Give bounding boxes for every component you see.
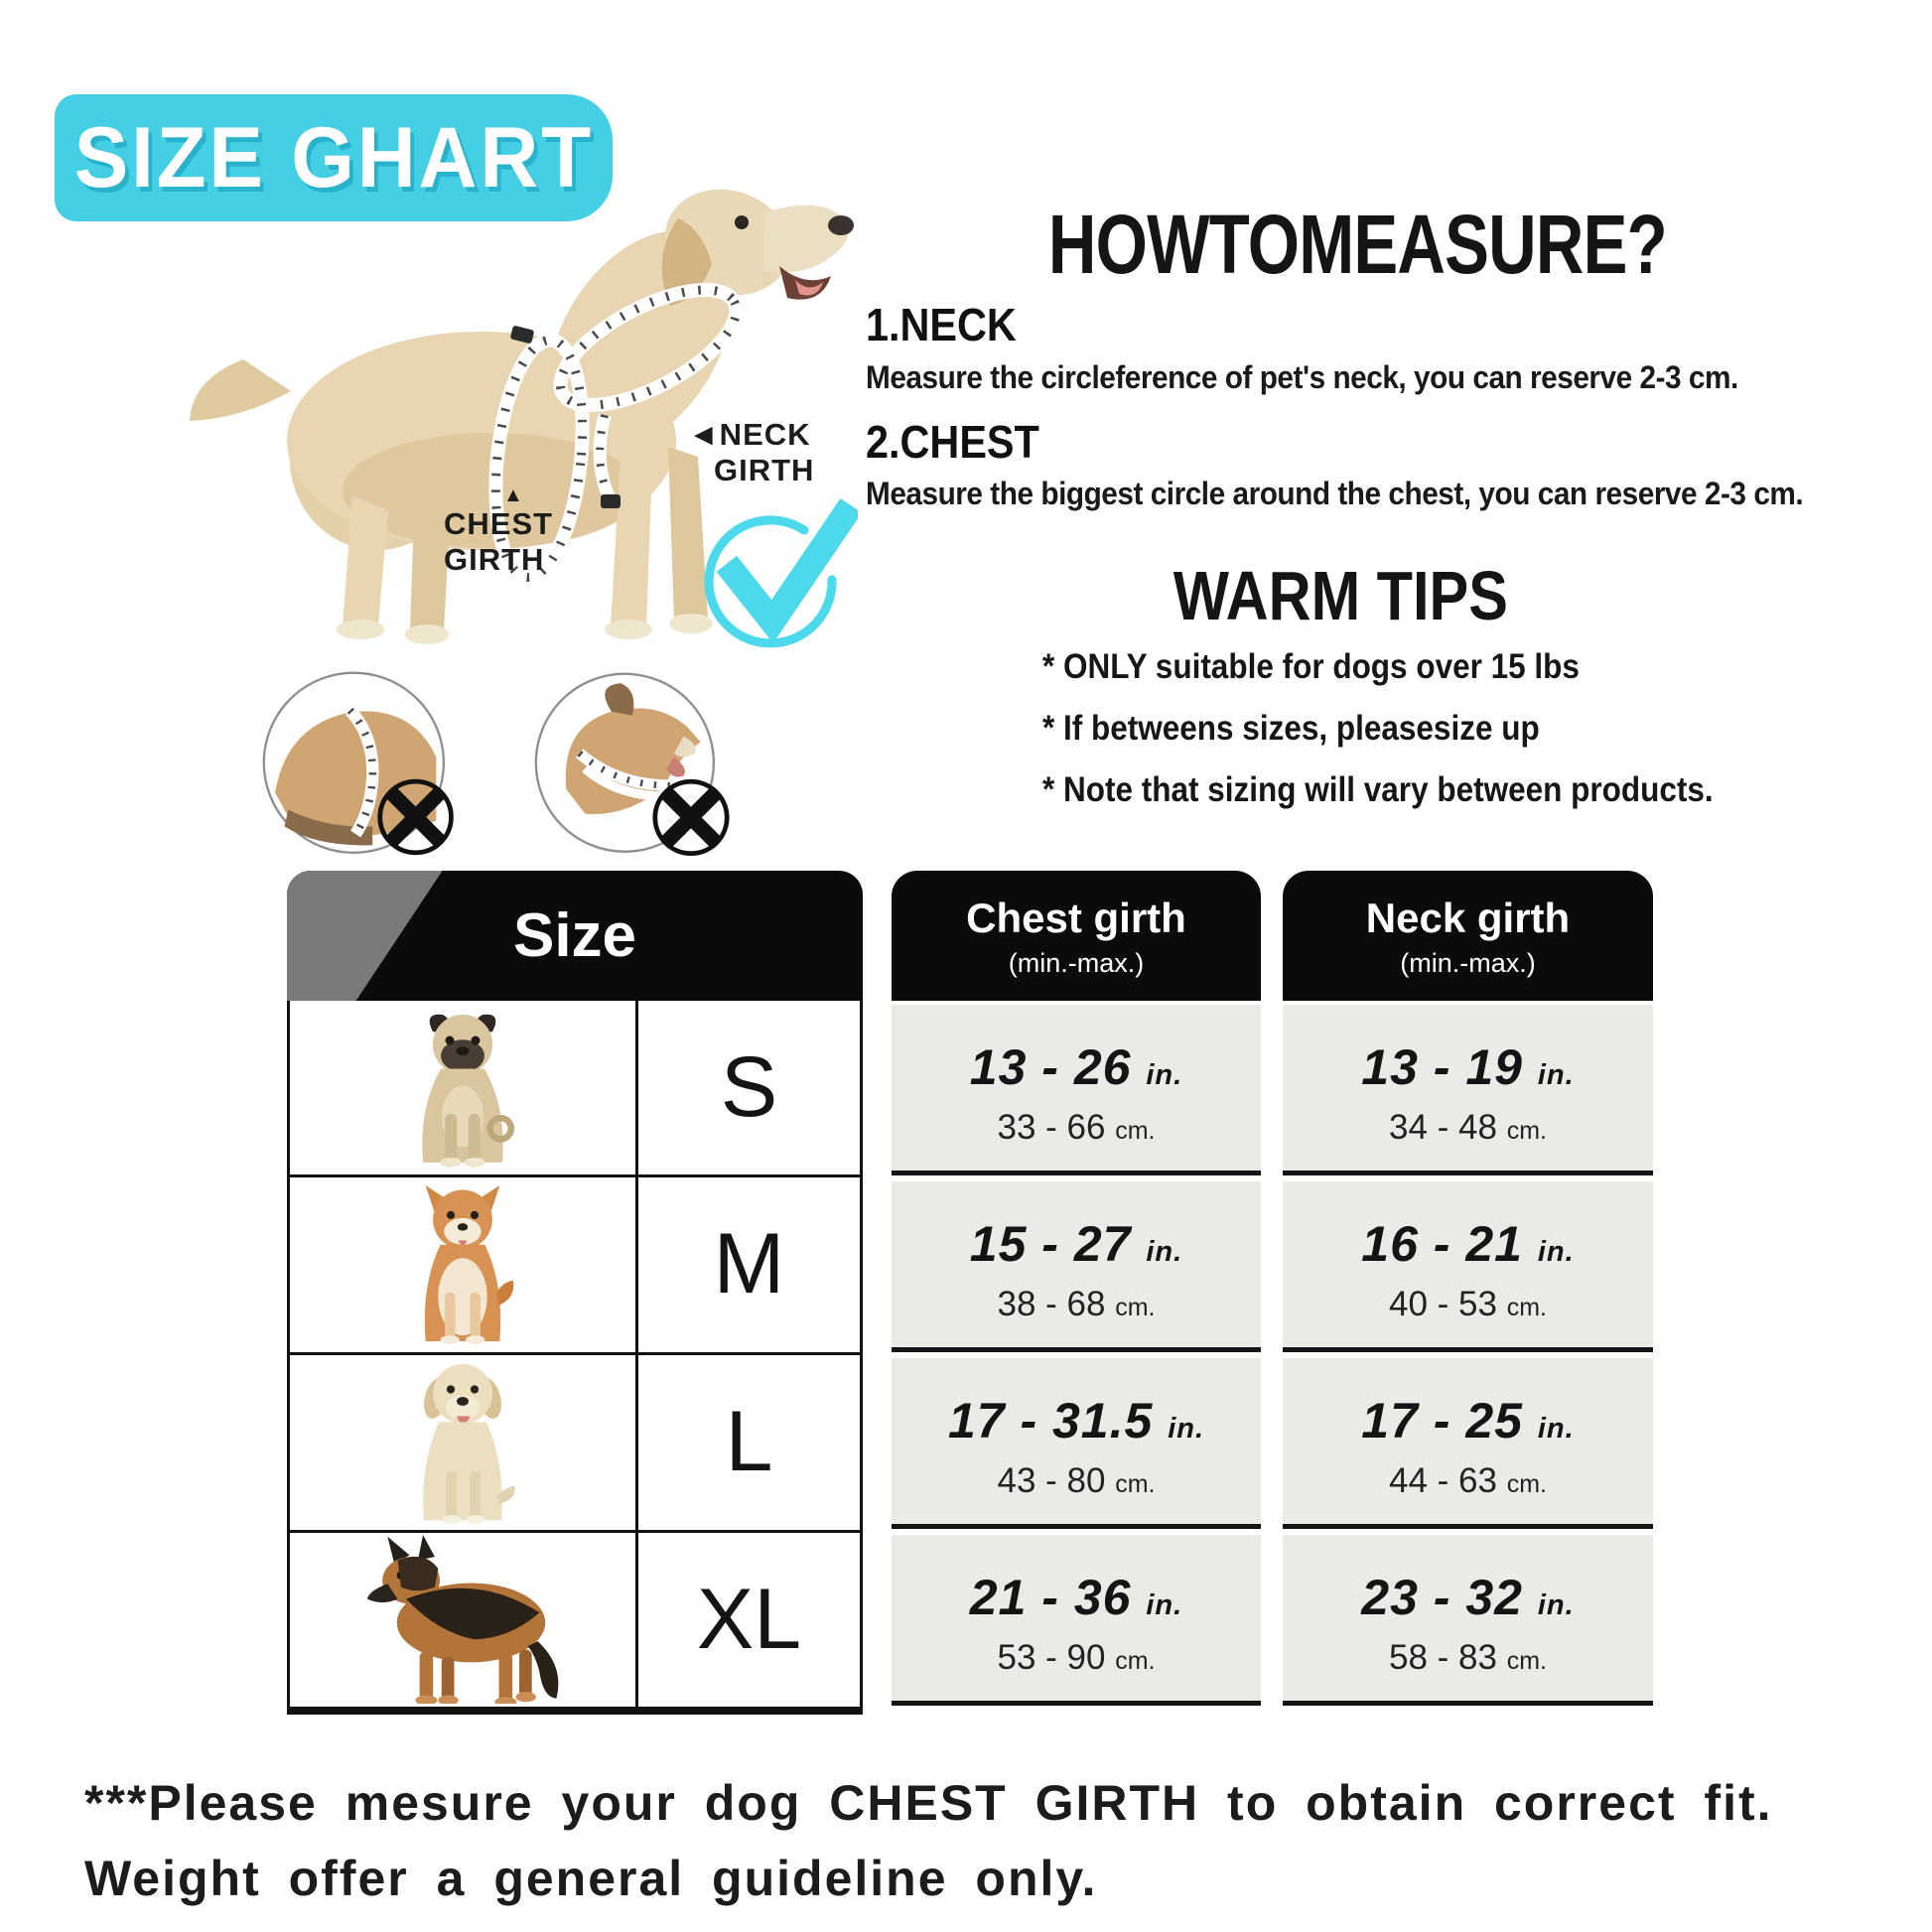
table-row-xl <box>290 1530 860 1707</box>
chest-step-label: 2.CHEST <box>866 416 1039 468</box>
size-letter: XL <box>696 1571 802 1667</box>
neck-girth-label: ◄NECK GIRTH <box>688 417 815 487</box>
warm-tip: * ONLY suitable for dogs over 15 lbs <box>1042 647 1580 686</box>
dog-tail <box>190 359 291 421</box>
dog-image-german-shepherd <box>350 1535 575 1704</box>
dog-nose <box>828 215 854 235</box>
neck-girth-table <box>1283 871 1653 1706</box>
footnote-line1: ***Please mesure your dog CHEST GIRTH to obtain correct fit. <box>84 1775 1773 1831</box>
table-row-s <box>290 1001 860 1174</box>
table-row-m <box>290 1174 860 1351</box>
chest-girth-label: ▲ CHEST GIRTH <box>444 484 554 577</box>
chest-value-l: 17 - 31.5 in. 43 - 80 cm. <box>892 1358 1261 1529</box>
size-letter: L <box>725 1394 773 1490</box>
neck-step-text: Measure the circleference of pet's neck, you can reserve 2-3 cm. <box>866 359 1738 395</box>
chest-value-xl: 21 - 36 in. 53 - 90 cm. <box>892 1535 1261 1706</box>
neck-value-l: 17 - 25 in. 44 - 63 cm. <box>1283 1358 1653 1529</box>
size-letter: M <box>713 1216 785 1312</box>
wrong-chest-measure-image <box>260 663 459 872</box>
chest-value-s: 13 - 26 in. 33 - 66 cm. <box>892 1005 1261 1175</box>
neck-girth-header: Neck girth (min.-max.) <box>1283 871 1653 1001</box>
check-icon <box>687 494 858 651</box>
chest-value-m: 15 - 27 in. 38 - 68 cm. <box>892 1181 1261 1352</box>
size-table-header: Size <box>287 871 863 1001</box>
neck-value-s: 13 - 19 in. 34 - 48 cm. <box>1283 1005 1653 1175</box>
chest-step-text: Measure the biggest circle around the chest, you can reserve 2-3 cm. <box>866 476 1804 511</box>
footnote <box>84 1765 1773 1916</box>
how-to-measure-heading: HOWTOMEASURE? <box>1047 198 1667 291</box>
neck-value-m: 16 - 21 in. 40 - 53 cm. <box>1283 1181 1653 1352</box>
warm-tip: * Note that sizing will vary between products. <box>1042 770 1714 809</box>
dog-muzzle <box>763 206 849 273</box>
neck-step-label: 1.NECK <box>866 299 1017 350</box>
neck-value-xl: 23 - 32 in. 58 - 83 cm. <box>1283 1535 1653 1706</box>
chest-girth-table <box>892 871 1261 1706</box>
dog-eye <box>735 215 749 229</box>
chest-girth-header: Chest girth (min.-max.) <box>892 871 1261 1001</box>
dog-image-shiba-inu <box>393 1179 532 1350</box>
table-row-l <box>290 1352 860 1530</box>
warm-tips-heading: WARM TIPS <box>1173 557 1508 634</box>
wrong-neck-measure-image <box>532 665 731 870</box>
dog-image-labrador <box>392 1355 533 1530</box>
dog-image-pug <box>402 1006 523 1171</box>
warm-tip: * If betweens sizes, pleasesize up <box>1042 709 1540 748</box>
page-title: SIZE GHART <box>73 109 594 206</box>
size-table <box>287 871 863 1715</box>
up-arrow-icon: ▲ <box>503 484 524 506</box>
footnote-line2: Weight offer a general guideline only. <box>84 1851 1098 1906</box>
size-letter: S <box>720 1039 778 1136</box>
